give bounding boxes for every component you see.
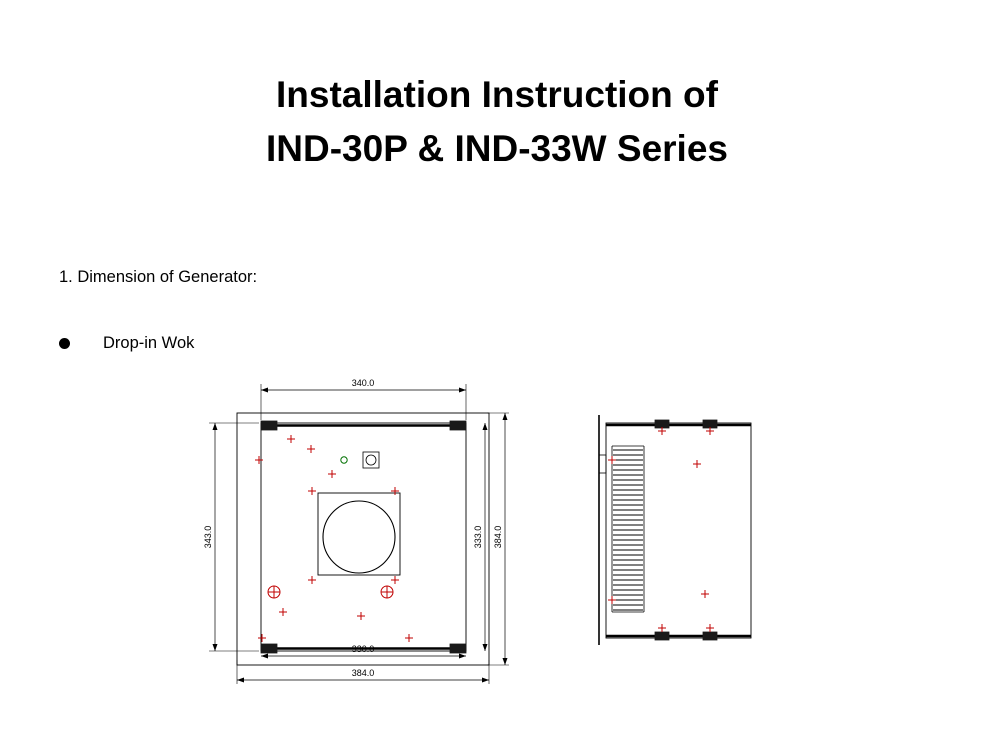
top-view	[203, 378, 509, 684]
side-view	[599, 415, 751, 645]
section-heading: 1. Dimension of Generator:	[59, 268, 258, 286]
dimension-bottom-outer-width	[237, 660, 489, 684]
dimension-left-height	[203, 423, 259, 651]
title-line-1: Installation Instruction of	[276, 74, 718, 115]
dimension-top-width	[261, 378, 466, 420]
dimension-right-outer-height	[487, 413, 509, 665]
title-line-2: IND-30P & IND-33W Series	[266, 127, 728, 169]
dimension-right-inner-height	[473, 423, 488, 651]
dimension-right-outer-height-label: 384.0	[493, 525, 503, 549]
dimension-bottom-outer-width-label: 384.0	[351, 668, 375, 678]
dimension-left-height-label: 343.0	[203, 525, 213, 549]
dimension-top-width-label: 340.0	[351, 378, 375, 388]
bullet-item-label: Drop-in Wok	[103, 334, 195, 352]
bullet-dot-icon	[59, 338, 70, 349]
dimension-bottom-inner-width-label: 330.0	[351, 644, 375, 654]
page-title	[0, 68, 994, 175]
dimension-right-inner-height-label: 333.0	[473, 525, 483, 549]
bullet-item-drop-in-wok	[59, 334, 459, 353]
drop-in-wok-dimension-drawing	[195, 360, 805, 700]
